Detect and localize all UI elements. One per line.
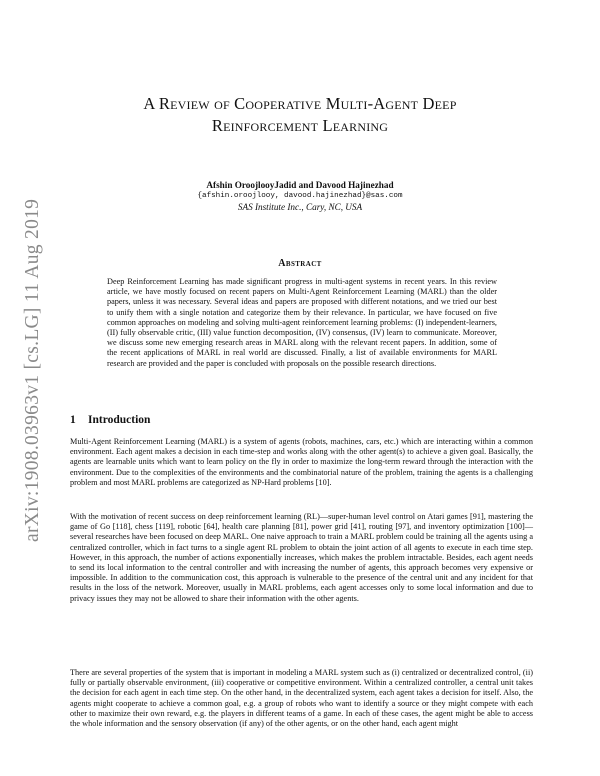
paper-title-line-1: A Review of Cooperative Multi-Agent Deep (143, 94, 457, 113)
intro-paragraph-2: With the motivation of recent success on deep reinforcement learning (RL)—super-human level control on Atari games [91], mastering the game of Go [118], chess [119], robotic [64], health care planning [81], power grid [41], routing [97], and inventory optimization [100]—several researches have been focused on deep MARL. One naive approach to train a MARL problem could be training all the agents using a centralized controller, which in fact turns to a single agent RL problem to obtain the joint action of all agents to execute in each time step. However, in this approach, the number of actions exponentially increases, which makes the problem intractable. Besides, each agent needs to send its local information to the central controller and with increasing the number of agents, this approach becomes very expensive or impossible. In addition to the communication cost, this approach is vulnerable to the presence of the central unit and any incident for that results in the loss of the network. Moreover, usually in MARL problems, each agent accesses only to some local information and due to privacy issues they may not be allowed to share their information with the other agents. (70, 512, 533, 603)
section-title: Introduction (88, 414, 151, 426)
arxiv-identifier-stamp: arXiv:1908.03963v1 [cs.LG] 11 Aug 2019 (22, 198, 43, 542)
paper-title (90, 93, 510, 137)
author-affiliation: SAS Institute Inc., Cary, NC, USA (237, 202, 363, 212)
intro-paragraph-3: There are several properties of the system that is important in modeling a MARL system such as (i) centralized or decentralized control, (ii) fully or partially observable environment, (iii) cooperative or competitive environment. Within a centralized controller, a central unit takes the decision for each agent in each time step. On the other hand, in the decentralized system, each agent takes a decision for itself. Also, the agents might cooperate to achieve a common goal, e.g. a group of robots who want to identify a source or they might compete with each other to maximize their own reward, e.g. the players in different teams of a game. In each of these cases, the agent might be able to access the whole information and the sensory observation (if any) of the other agents, or on the other hand, each agent might (70, 668, 533, 729)
author-block (90, 180, 510, 213)
paper-title-line-2: Reinforcement Learning (211, 116, 389, 135)
abstract-heading: Abstract (278, 258, 322, 269)
abstract-text: Deep Reinforcement Learning has made significant progress in multi-agent systems in recent years. In this review article, we have mostly focused on recent papers on Multi-Agent Reinforcement Learning (MARL) than the older papers, unless it was necessary. Several ideas and papers are proposed with different notations, and we tried our best to unify them with a single notation and categorize them by their relevance. In particular, we have focused on five common approaches on modeling and solving multi-agent reinforcement learning problems: (I) independent-learners, (II) fully observable critic, (III) value function decomposition, (IV) consensus, (IV) learn to communicate. Moreover, we discuss some new emerging research areas in MARL along with the relevant recent papers. In addition, some of the recent applications of MARL in real world are discussed. Finally, a list of available environments for MARL research are provided and the paper is concluded with proposals on the possible research directions. (107, 277, 497, 368)
section-number: 1 (70, 414, 76, 426)
author-names: Afshin OroojlooyJadid and Davood Hajinezhad (206, 180, 394, 190)
section-heading-introduction (70, 414, 150, 426)
author-emails: {afshin.oroojlooy, davood.hajinezhad}@sas.com (197, 192, 403, 200)
intro-paragraph-1: Multi-Agent Reinforcement Learning (MARL) is a system of agents (robots, machines, cars, etc.) which are interacting within a common environment. Each agent makes a decision in each time-step and works along with the other agent(s) to achieve a given goal. Basically, the agents are learnable units which want to learn policy on the fly in order to maximize the long-term reward through the interaction with the environment. Due to the complexities of the environments and the combinatorial nature of the problem, training the agents is a challenging problem and most MARL problems are categorized as NP-Hard problems [10]. (70, 437, 533, 487)
